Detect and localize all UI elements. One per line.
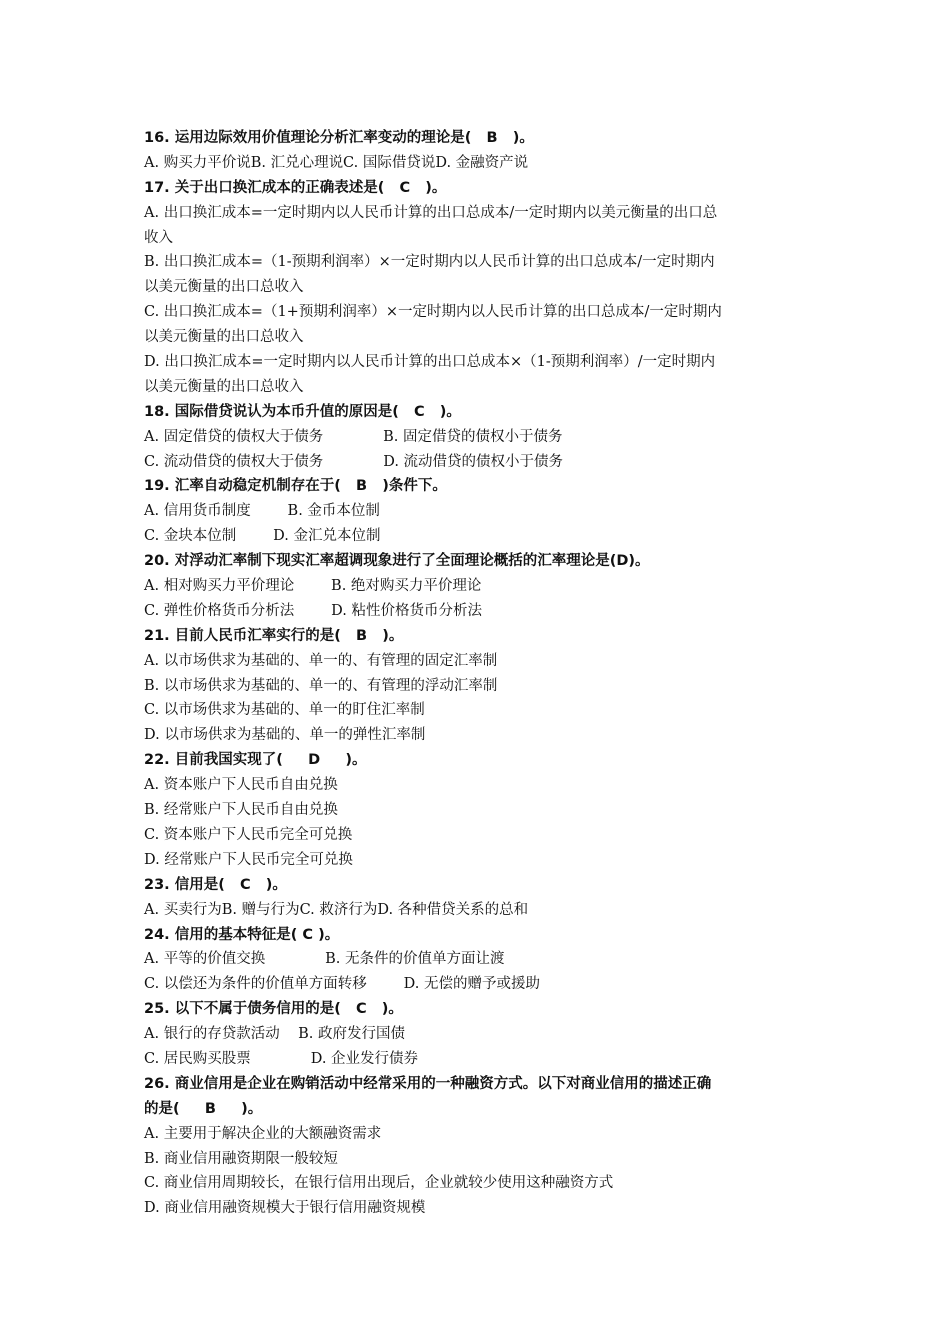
question-line: 25. 以下不属于债务信用的是( C )。 — [144, 1001, 403, 1018]
option-line: A. 资本账户下人民币自由兑换 — [144, 777, 338, 794]
question-line: 18. 国际借贷说认为本币升值的原因是( C )。 — [144, 403, 461, 420]
option-line: A. 以市场供求为基础的、单一的、有管理的固定汇率制 — [144, 652, 498, 669]
option-line: 以美元衡量的出口总收入 — [144, 378, 304, 395]
option-line: A. 银行的存贷款活动 B. 政府发行国债 — [144, 1026, 405, 1043]
option-line: A. 购买力平价说B. 汇兑心理说C. 国际借贷说D. 金融资产说 — [144, 154, 529, 171]
question-line: 24. 信用的基本特征是( C )。 — [144, 926, 340, 943]
option-line: D. 商业信用融资规模大于银行信用融资规模 — [144, 1200, 426, 1217]
option-line: C. 金块本位制 D. 金汇兑本位制 — [144, 528, 381, 545]
option-line: C. 以市场供求为基础的、单一的盯住汇率制 — [144, 702, 425, 719]
question-line: 21. 目前人民币汇率实行的是( B )。 — [144, 627, 404, 644]
option-line: B. 商业信用融资期限一般较短 — [144, 1150, 338, 1167]
option-line: A. 出口换汇成本=一定时期内以人民币计算的出口总成本/一定时期内以美元衡量的出口总 — [144, 204, 718, 221]
question-line: 23. 信用是( C )。 — [144, 876, 287, 893]
question-line: 26. 商业信用是企业在购销活动中经常采用的一种融资方式。以下对商业信用的描述正确 — [144, 1075, 712, 1092]
option-line: C. 以偿还为条件的价值单方面转移 D. 无偿的赠予或援助 — [144, 976, 540, 993]
option-line: D. 出口换汇成本=一定时期内以人民币计算的出口总成本×（1-预期利润率）/一定时期内 — [144, 354, 716, 371]
question-line: 17. 关于出口换汇成本的正确表述是( C )。 — [144, 179, 447, 196]
option-line: C. 资本账户下人民币完全可兑换 — [144, 826, 353, 843]
question-line: 22. 目前我国实现了( D )。 — [144, 752, 367, 769]
option-line: D. 以市场供求为基础的、单一的弹性汇率制 — [144, 727, 426, 744]
option-line: 以美元衡量的出口总收入 — [144, 279, 304, 296]
question-line: 的是( B )。 — [144, 1100, 263, 1117]
option-line: B. 出口换汇成本=（1-预期利润率）×一定时期内以人民币计算的出口总成本/一定时期内 — [144, 254, 715, 271]
question-line: 20. 对浮动汇率制下现实汇率超调现象进行了全面理论概括的汇率理论是(D)。 — [144, 553, 650, 570]
option-line: 以美元衡量的出口总收入 — [144, 329, 304, 346]
option-line: D. 经常账户下人民币完全可兑换 — [144, 851, 353, 868]
option-line: C. 弹性价格货币分析法 D. 粘性价格货币分析法 — [144, 602, 482, 619]
option-line: C. 居民购买股票 D. 企业发行债券 — [144, 1050, 419, 1067]
option-line: C. 商业信用周期较长，在银行信用出现后，企业就较少使用这种融资方式 — [144, 1175, 614, 1192]
question-line: 19. 汇率自动稳定机制存在于( B )条件下。 — [144, 478, 447, 495]
option-line: C. 出口换汇成本=（1+预期利润率）×一定时期内以人民币计算的出口总成本/一定时期内 — [144, 304, 722, 321]
option-line: A. 平等的价值交换 B. 无条件的价值单方面让渡 — [144, 951, 505, 968]
option-line: B. 经常账户下人民币自由兑换 — [144, 802, 338, 819]
option-line: C. 流动借贷的债权大于债务 D. 流动借贷的债权小于债务 — [144, 453, 564, 470]
question-line: 16. 运用边际效用价值理论分析汇率变动的理论是( B )。 — [144, 130, 534, 146]
option-line: A. 主要用于解决企业的大额融资需求 — [144, 1125, 382, 1142]
option-line: A. 买卖行为B. 赠与行为C. 救济行为D. 各种借贷关系的总和 — [144, 901, 529, 918]
option-line: A. 相对购买力平价理论 B. 绝对购买力平价理论 — [144, 578, 482, 595]
option-line: 收入 — [144, 229, 173, 246]
document-page — [144, 126, 814, 1221]
option-line: B. 以市场供求为基础的、单一的、有管理的浮动汇率制 — [144, 677, 498, 694]
option-line: A. 信用货币制度 B. 金币本位制 — [144, 503, 380, 520]
option-line: A. 固定借贷的债权大于债务 B. 固定借贷的债权小于债务 — [144, 428, 563, 445]
